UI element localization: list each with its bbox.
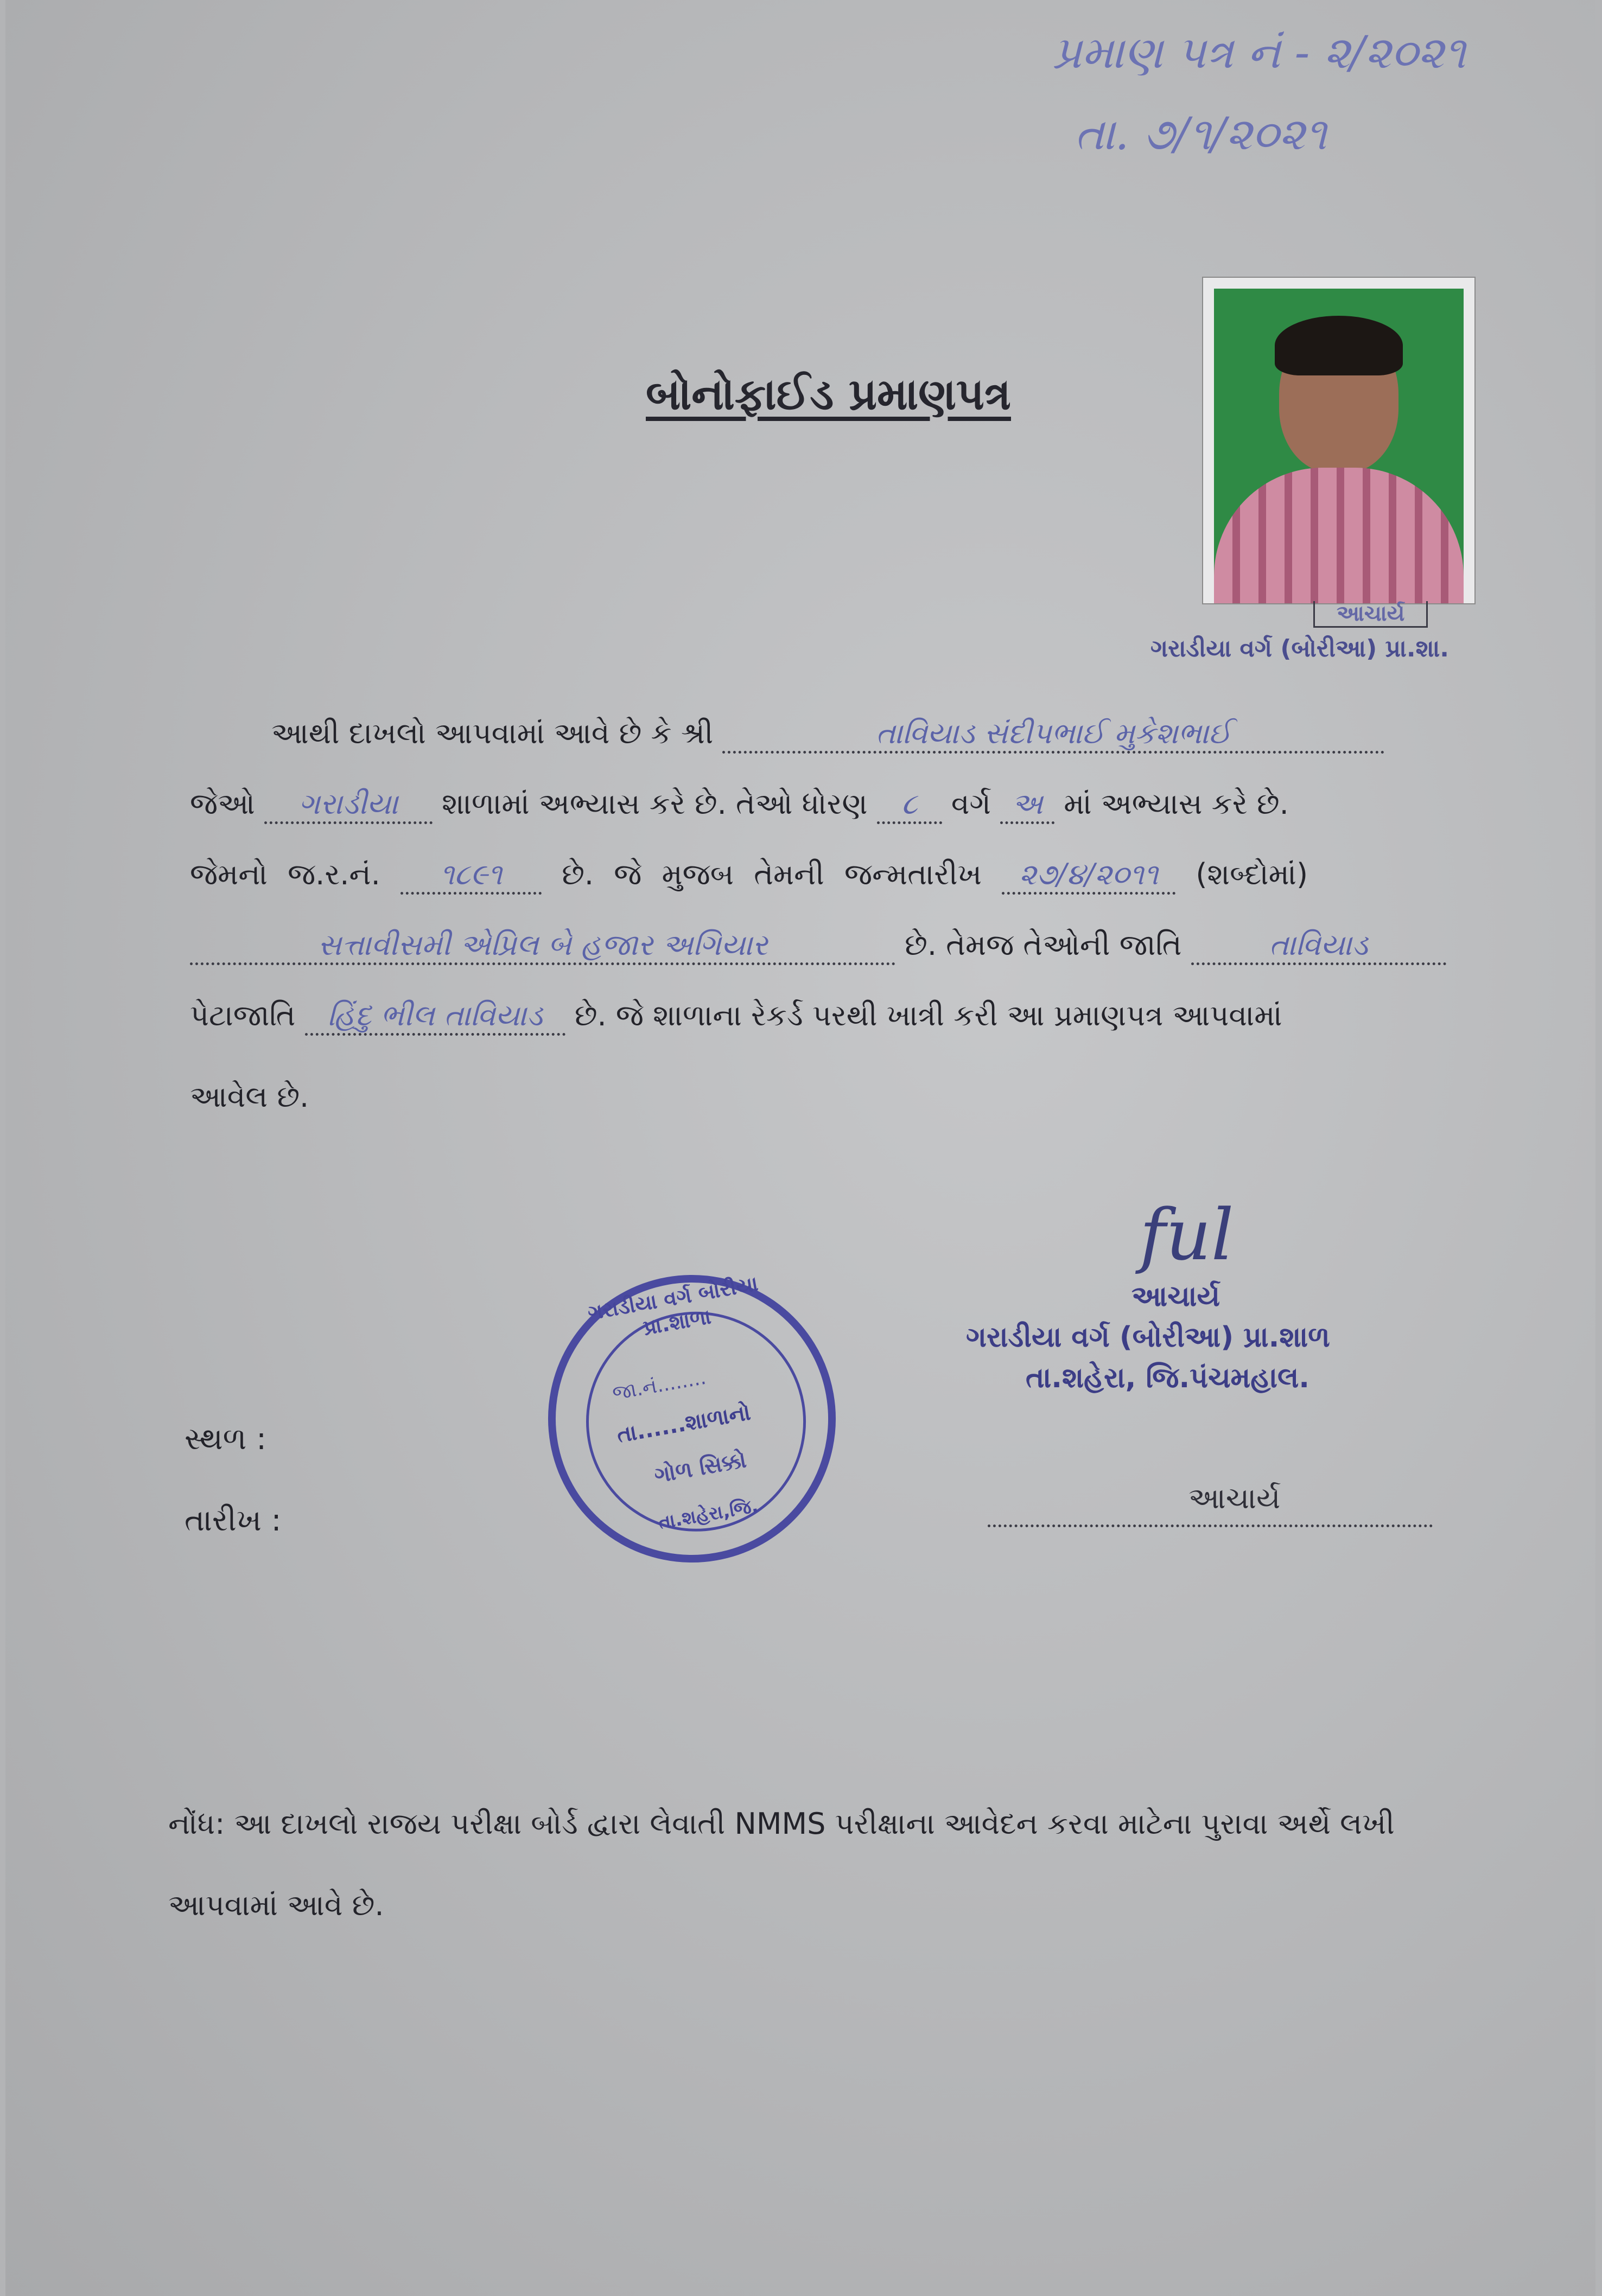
principal-school: ગરાડીયા વર્ગ (બોરીઆ) પ્રા.શાળ	[966, 1321, 1330, 1354]
reference-date: તા. ૭/૧/૨૦૨૧	[1075, 109, 1327, 160]
l5-prefix: પેટાજાતિ	[190, 998, 296, 1032]
caste-field: તાવિયાડ	[1191, 928, 1446, 965]
l2-mid2: વર્ગ	[951, 787, 991, 821]
photo-signature-label: આચાર્ય	[1313, 601, 1428, 628]
sign-label: આચાર્ય	[1188, 1481, 1281, 1515]
student-photo	[1202, 277, 1476, 604]
body-line-2	[190, 787, 1520, 824]
certificate-title: બોનોફાઈડ પ્રમાણપત્ર	[646, 369, 1011, 419]
body-line-6: આવેલ છે.	[190, 1080, 309, 1114]
l2-mid: શાળામાં અભ્યાસ કરે છે. તેઓ ધોરણ	[442, 787, 868, 821]
l4-mid: છે. તેમજ તેઓની જાતિ	[905, 928, 1182, 962]
principal-title: આચાર્ય	[1131, 1280, 1220, 1313]
l2-suffix: માં અભ્યાસ કરે છે.	[1064, 787, 1289, 821]
register-number-field: ૧૮૯૧	[400, 857, 542, 895]
body-line-5	[190, 998, 1520, 1036]
student-name-field: તાવિયાડ સંદીપભાઈ મુકેશભાઈ	[722, 716, 1384, 754]
standard-field: ૮	[877, 787, 942, 824]
photo-school-stamp: ગરાડીયા વર્ગ (બોરીઆ) પ્રા.શા.	[1150, 635, 1450, 662]
principal-address: તા.શહેરા, જિ.પંચમહાલ.	[1026, 1362, 1310, 1394]
l3-mid: છે. જે મુજબ તેમની જન્મતારીખ	[562, 857, 982, 891]
note-line-2: આપવામાં આવે છે.	[168, 1888, 384, 1922]
note-line-1: નોંધ: આ દાખલો રાજય પરીક્ષા બોર્ડ દ્વારા લેવાતી NMMS પરીક્ષાના આવેદન કરવા માટેના પુરાવા અર્થે લખી	[168, 1807, 1395, 1841]
date-label: તારીખ :	[185, 1503, 282, 1538]
reference-number: પ્રમાણ પત્ર નં - ૨/૨૦૨૧	[1053, 27, 1466, 79]
sign-line	[988, 1525, 1433, 1527]
l3-prefix: જેમનો જ.ર.નં.	[190, 857, 380, 891]
seal-bottom-text: તા.શહેરા,જિ.	[657, 1495, 760, 1534]
subcaste-field: હિંદુ ભીલ તાવિયાડ	[305, 998, 565, 1036]
division-field: અ	[1000, 787, 1054, 824]
seal-line-2: તા......શાળાનો	[615, 1400, 753, 1449]
seal-ring-text: ગરાડીયા વર્ગ બોરીયા પ્રા.શાળા	[586, 1271, 760, 1340]
body-line-3	[190, 857, 1520, 895]
body-line-4	[190, 928, 1520, 965]
principal-signature: ful	[1140, 1194, 1234, 1276]
l1-prefix: આથી દાખલો આપવામાં આવે છે કે શ્રી	[271, 716, 714, 750]
school-name-field: ગરાડીયા	[264, 787, 433, 824]
student-shirt	[1214, 468, 1464, 603]
l3-suffix: (શબ્દોમાં)	[1196, 857, 1308, 891]
l2-prefix: જેઓ	[190, 787, 255, 821]
student-hair	[1275, 316, 1403, 375]
seal-line-3: ગોળ સિક્કો	[652, 1447, 748, 1489]
place-label: સ્થળ :	[185, 1421, 267, 1457]
l5-suffix: છે. જે શાળાના રેકર્ડ પરથી ખાત્રી કરી આ પ્રમાણપત્ર આપવામાં	[574, 998, 1282, 1032]
dob-field: ૨૭/૪/૨૦૧૧	[1002, 857, 1175, 895]
dob-words-field: સત્તાવીસમી એપ્રિલ બે હજાર અગિયાર	[190, 928, 895, 965]
seal-line-1: જા.નં........	[611, 1366, 708, 1405]
body-line-1	[271, 716, 1520, 754]
